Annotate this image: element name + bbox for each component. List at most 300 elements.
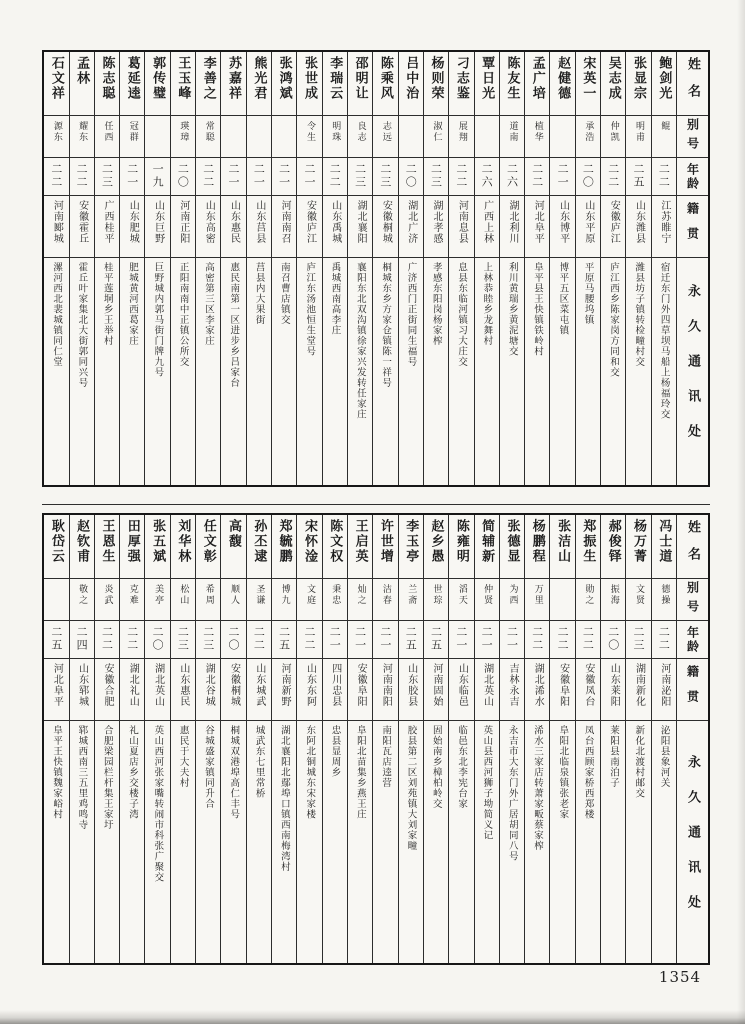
native-cell <box>424 659 448 721</box>
alias-cell <box>399 116 423 158</box>
address-cell <box>297 258 321 485</box>
name-cell <box>424 52 448 116</box>
address-cell <box>500 258 524 485</box>
age-text: 二一 <box>227 163 241 189</box>
native-text: 山东巨野 <box>152 200 164 244</box>
age-cell <box>348 158 372 196</box>
page-number: 1354 <box>658 968 702 986</box>
native-cell <box>399 196 423 258</box>
age-text: 二一 <box>277 163 291 189</box>
address-cell <box>95 258 119 485</box>
name-cell <box>70 515 94 579</box>
age-text: 一九 <box>151 163 165 189</box>
alias-cell <box>120 579 144 621</box>
native-cell <box>626 659 650 721</box>
person-column <box>94 52 119 485</box>
alias-cell <box>475 579 499 621</box>
age-text: 二二 <box>302 626 316 652</box>
age-text: 二二 <box>556 626 570 652</box>
alias-text: 为西 <box>507 584 518 606</box>
name-text: 鲍剑光 <box>656 56 672 101</box>
name-cell <box>323 52 347 116</box>
address-text: 广济西门正街同生福号 <box>405 262 417 367</box>
name-text: 郭传璧 <box>150 56 166 101</box>
name-text: 张鸿斌 <box>276 56 292 101</box>
age-text: 二一 <box>505 626 519 652</box>
age-cell <box>449 158 473 196</box>
name-text: 吕中治 <box>403 56 419 101</box>
age-cell <box>652 621 676 659</box>
age-text: 二〇 <box>227 626 241 652</box>
name-cell <box>145 515 169 579</box>
age-text: 二三 <box>100 163 114 189</box>
native-text: 安徽阜阳 <box>557 663 569 707</box>
alias-cell <box>70 116 94 158</box>
age-text: 二二 <box>125 626 139 652</box>
name-cell <box>576 515 600 579</box>
native-text: 吉林永吉 <box>506 663 518 707</box>
age-text: 二二 <box>328 163 342 189</box>
header-label-name: 姓名 <box>685 56 700 111</box>
native-text: 山东潍县 <box>633 200 645 244</box>
age-cell <box>297 158 321 196</box>
age-text: 二一 <box>454 626 468 652</box>
name-text: 杨则荣 <box>428 56 444 101</box>
address-cell <box>70 258 94 485</box>
address-text: 阜平县王快镇铁岭村 <box>532 262 544 357</box>
alias-cell <box>120 116 144 158</box>
address-text: 庐江西乡陈家岗方同和交 <box>607 262 619 378</box>
person-column <box>220 515 245 963</box>
age-cell <box>145 158 169 196</box>
native-text: 河南郾城 <box>51 200 63 244</box>
age-text: 二三 <box>378 163 392 189</box>
native-text: 山东惠民 <box>228 200 240 244</box>
address-text: 桂平莲垌乡王举村 <box>101 262 113 346</box>
person-column <box>322 515 347 963</box>
alias-text: 滔天 <box>456 584 467 606</box>
header-label-name: 姓名 <box>685 519 700 574</box>
address-text: 永吉市大东门外广居胡同八号 <box>506 725 518 862</box>
alias-cell <box>500 579 524 621</box>
alias-cell <box>525 579 549 621</box>
age-cell <box>550 158 574 196</box>
address-text: 惠民于大夫村 <box>177 725 189 788</box>
name-text: 苏嘉祥 <box>226 56 242 101</box>
alias-cell <box>424 116 448 158</box>
name-cell <box>373 515 397 579</box>
alias-text: 炎武 <box>102 584 113 606</box>
name-cell <box>95 52 119 116</box>
name-cell <box>525 52 549 116</box>
name-text: 陈雍明 <box>453 519 469 564</box>
name-cell <box>247 515 271 579</box>
name-cell <box>449 52 473 116</box>
native-cell <box>145 659 169 721</box>
address-text: 桐城东乡方家仓镇陈一祥号 <box>380 262 392 388</box>
native-cell <box>449 659 473 721</box>
age-text: 二一 <box>480 626 494 652</box>
age-cell <box>399 158 423 196</box>
native-cell <box>500 659 524 721</box>
age-cell <box>475 158 499 196</box>
name-text: 李善之 <box>200 56 216 101</box>
person-column <box>600 515 625 963</box>
age-cell <box>247 158 271 196</box>
name-cell <box>500 52 524 116</box>
alias-text: 鲲 <box>659 121 670 132</box>
name-cell <box>171 52 195 116</box>
age-cell <box>525 621 549 659</box>
age-text: 二二 <box>75 163 89 189</box>
native-cell <box>120 196 144 258</box>
age-cell <box>95 621 119 659</box>
alias-text: 承浩 <box>583 121 594 143</box>
address-cell <box>399 721 423 963</box>
address-cell <box>449 258 473 485</box>
age-text: 二五 <box>49 626 63 652</box>
alias-cell <box>95 579 119 621</box>
native-text: 广西上林 <box>481 200 493 244</box>
age-cell <box>449 621 473 659</box>
header-cell-age <box>677 621 708 659</box>
address-cell <box>652 721 676 963</box>
alias-cell <box>576 579 600 621</box>
person-column <box>474 52 499 485</box>
alias-cell <box>550 116 574 158</box>
name-text: 李玉亭 <box>403 519 419 564</box>
address-cell <box>449 721 473 963</box>
name-text: 郑振生 <box>580 519 596 564</box>
address-cell <box>550 258 574 485</box>
person-column <box>94 515 119 963</box>
header-cell-age <box>677 158 708 196</box>
address-text: 肥城黄河西葛家庄 <box>127 262 139 346</box>
header-cell-native <box>677 659 708 721</box>
alias-text: 振海 <box>608 584 619 606</box>
native-cell <box>196 659 220 721</box>
person-column <box>448 52 473 485</box>
age-cell <box>601 621 625 659</box>
person-column <box>296 515 321 963</box>
address-text: 宿迁东门外四草坝马船上杨福玲交 <box>658 262 670 420</box>
person-column <box>144 515 169 963</box>
native-cell <box>525 196 549 258</box>
address-cell <box>145 258 169 485</box>
address-text: 惠民南第一区进步乡吕家台 <box>228 262 240 388</box>
age-cell <box>44 621 68 659</box>
person-column <box>144 52 169 485</box>
header-cell-alias <box>677 579 708 621</box>
header-cell-name <box>677 52 708 116</box>
native-cell <box>373 659 397 721</box>
name-cell <box>626 515 650 579</box>
address-cell <box>221 721 245 963</box>
name-cell <box>550 515 574 579</box>
age-text: 二二 <box>454 163 468 189</box>
address-text: 阜阳北临泉镇张老家 <box>557 725 569 820</box>
person-column <box>549 515 574 963</box>
person-column <box>220 52 245 485</box>
address-text: 莱阳县南泊子 <box>607 725 619 788</box>
name-cell <box>399 52 423 116</box>
native-cell <box>145 196 169 258</box>
name-text: 高馥 <box>226 519 242 549</box>
person-column <box>423 515 448 963</box>
name-text: 郝俊铎 <box>605 519 621 564</box>
person-column <box>372 515 397 963</box>
person-column <box>651 515 676 963</box>
name-cell <box>601 515 625 579</box>
age-text: 二五 <box>277 626 291 652</box>
header-column <box>676 515 708 963</box>
person-column <box>44 52 68 485</box>
age-cell <box>247 621 271 659</box>
alias-cell <box>475 116 499 158</box>
native-text: 湖北襄阳 <box>355 200 367 244</box>
header-label-age: 年龄 <box>685 162 700 191</box>
address-cell <box>475 721 499 963</box>
header-column <box>676 52 708 485</box>
native-cell <box>475 659 499 721</box>
name-text: 张洁山 <box>555 519 571 564</box>
alias-cell <box>272 116 296 158</box>
person-column <box>524 52 549 485</box>
alias-text: 圣谦 <box>254 584 265 606</box>
native-text: 湖北谷城 <box>203 663 215 707</box>
address-text: 南阳瓦店逵营 <box>380 725 392 788</box>
address-cell <box>247 258 271 485</box>
alias-cell <box>373 579 397 621</box>
native-cell <box>247 196 271 258</box>
age-text: 二一 <box>378 626 392 652</box>
name-cell <box>95 515 119 579</box>
address-cell <box>525 258 549 485</box>
address-cell <box>221 258 245 485</box>
alias-cell <box>221 116 245 158</box>
native-cell <box>601 659 625 721</box>
address-text: 英山西河张家嘴转闹市科张广聚交 <box>152 725 164 883</box>
address-cell <box>626 258 650 485</box>
native-text: 山东城武 <box>253 663 265 707</box>
name-text: 杨鹏程 <box>529 519 545 564</box>
age-cell <box>424 621 448 659</box>
alias-text: 瑛璋 <box>178 121 189 143</box>
alias-cell <box>525 116 549 158</box>
name-cell <box>626 52 650 116</box>
name-cell <box>424 515 448 579</box>
address-cell <box>601 721 625 963</box>
age-cell <box>70 621 94 659</box>
native-text: 山东莒县 <box>253 200 265 244</box>
address-text: 阜平王快镇魏家峪村 <box>51 725 63 820</box>
native-text: 安徽庐江 <box>304 200 316 244</box>
name-cell <box>348 52 372 116</box>
age-cell <box>500 621 524 659</box>
address-text: 固始南乡樟柏岭交 <box>430 725 442 809</box>
age-text: 二二 <box>252 626 266 652</box>
native-cell <box>652 659 676 721</box>
name-cell <box>44 515 68 579</box>
age-cell <box>171 158 195 196</box>
address-cell <box>171 258 195 485</box>
age-text: 二四 <box>75 626 89 652</box>
native-cell <box>171 196 195 258</box>
name-cell <box>550 52 574 116</box>
alias-text: 明甫 <box>634 121 645 143</box>
name-text: 宋怀淦 <box>301 519 317 564</box>
scan-edge-right <box>737 0 745 1024</box>
age-cell <box>145 621 169 659</box>
name-cell <box>70 52 94 116</box>
person-column <box>271 52 296 485</box>
alias-text: 世琮 <box>431 584 442 606</box>
age-text: 二一 <box>125 163 139 189</box>
native-cell <box>196 196 220 258</box>
native-cell <box>626 196 650 258</box>
alias-cell <box>44 116 68 158</box>
person-column <box>195 52 220 485</box>
name-text: 宋英一 <box>580 56 596 101</box>
address-text: 礼山夏店乡交楼子湾 <box>127 725 139 820</box>
name-text: 赵健德 <box>555 56 571 101</box>
address-text: 博平五区菜屯镇 <box>557 262 569 336</box>
alias-text: 植华 <box>532 121 543 143</box>
person-column <box>398 515 423 963</box>
age-text: 二〇 <box>404 163 418 189</box>
roster-table-top <box>42 50 710 487</box>
age-text: 二二 <box>530 626 544 652</box>
alias-cell <box>44 579 68 621</box>
alias-cell <box>424 579 448 621</box>
address-text: 高密第三区李家庄 <box>202 262 214 346</box>
native-text: 山东胶县 <box>405 663 417 707</box>
age-text: 二一 <box>353 626 367 652</box>
native-cell <box>272 659 296 721</box>
alias-text: 冠群 <box>127 121 138 143</box>
age-text: 二一 <box>302 163 316 189</box>
address-text: 合肥梁园栏杆集王家圩 <box>101 725 113 830</box>
age-cell <box>70 158 94 196</box>
native-text: 山东肥城 <box>127 200 139 244</box>
name-text: 张德显 <box>504 519 520 564</box>
alias-text: 万里 <box>532 584 543 606</box>
native-text: 湖北孝感 <box>431 200 443 244</box>
alias-cell <box>652 116 676 158</box>
person-column <box>499 52 524 485</box>
alias-cell <box>196 579 220 621</box>
age-text: 二〇 <box>606 626 620 652</box>
native-cell <box>95 196 119 258</box>
name-text: 李瑞云 <box>327 56 343 101</box>
name-text: 王玉峰 <box>175 56 191 101</box>
native-text: 河南南阳 <box>380 663 392 707</box>
address-text: 英山县西河狮子坳简义记 <box>481 725 493 841</box>
name-cell <box>120 52 144 116</box>
address-cell <box>525 721 549 963</box>
native-text: 安徽庐江 <box>608 200 620 244</box>
age-cell <box>550 621 574 659</box>
native-text: 湖北英山 <box>481 663 493 707</box>
address-cell <box>576 258 600 485</box>
alias-cell <box>601 116 625 158</box>
native-text: 河北阜平 <box>51 663 63 707</box>
name-cell <box>120 515 144 579</box>
age-cell <box>475 621 499 659</box>
alias-text: 松山 <box>178 584 189 606</box>
alias-cell <box>145 579 169 621</box>
address-text: 莒县内大果街 <box>253 262 265 325</box>
name-cell <box>145 52 169 116</box>
name-text: 任文彰 <box>200 519 216 564</box>
native-text: 安徽合肥 <box>101 663 113 707</box>
person-column <box>119 52 144 485</box>
person-column <box>499 515 524 963</box>
native-cell <box>247 659 271 721</box>
person-column <box>119 515 144 963</box>
alias-cell <box>626 579 650 621</box>
native-text: 湖北利川 <box>506 200 518 244</box>
name-text: 王恩生 <box>99 519 115 564</box>
age-text: 二二 <box>49 163 63 189</box>
age-cell <box>626 158 650 196</box>
native-cell <box>44 659 68 721</box>
age-text: 二〇 <box>151 626 165 652</box>
person-column <box>69 515 94 963</box>
age-text: 二二 <box>581 626 595 652</box>
age-cell <box>221 158 245 196</box>
alias-text: 仲凯 <box>608 121 619 143</box>
name-text: 许世增 <box>377 519 393 564</box>
age-text: 二五 <box>404 626 418 652</box>
alias-text: 克难 <box>127 584 138 606</box>
age-cell <box>272 621 296 659</box>
native-text: 山东平原 <box>582 200 594 244</box>
native-text: 山东博平 <box>557 200 569 244</box>
native-text: 湖北浠水 <box>532 663 544 707</box>
name-text: 赵乡愚 <box>428 519 444 564</box>
address-text: 庐江东汤池恒生堂号 <box>304 262 316 357</box>
address-cell <box>196 258 220 485</box>
age-cell <box>652 158 676 196</box>
person-column <box>625 515 650 963</box>
native-cell <box>550 659 574 721</box>
address-cell <box>44 258 68 485</box>
address-text: 谷城盛家镇同升合 <box>202 725 214 809</box>
native-cell <box>297 659 321 721</box>
alias-cell <box>272 579 296 621</box>
native-cell <box>95 659 119 721</box>
age-text: 二五 <box>429 626 443 652</box>
address-text: 息县东临河镇习大庄交 <box>456 262 468 367</box>
alias-text: 耀东 <box>77 121 88 143</box>
address-text: 利川黄瑞乡黄泥塘交 <box>506 262 518 357</box>
address-cell <box>373 721 397 963</box>
address-cell <box>323 721 347 963</box>
alias-cell <box>323 116 347 158</box>
alias-cell <box>550 579 574 621</box>
alias-text: 希周 <box>203 584 214 606</box>
native-text: 四川忠县 <box>329 663 341 707</box>
native-cell <box>221 659 245 721</box>
person-column <box>448 515 473 963</box>
age-text: 二三 <box>201 626 215 652</box>
native-text: 河南息县 <box>456 200 468 244</box>
native-cell <box>44 196 68 258</box>
native-text: 江苏睢宁 <box>658 200 670 244</box>
age-text: 二一 <box>328 626 342 652</box>
name-text: 陈乘风 <box>377 56 393 101</box>
